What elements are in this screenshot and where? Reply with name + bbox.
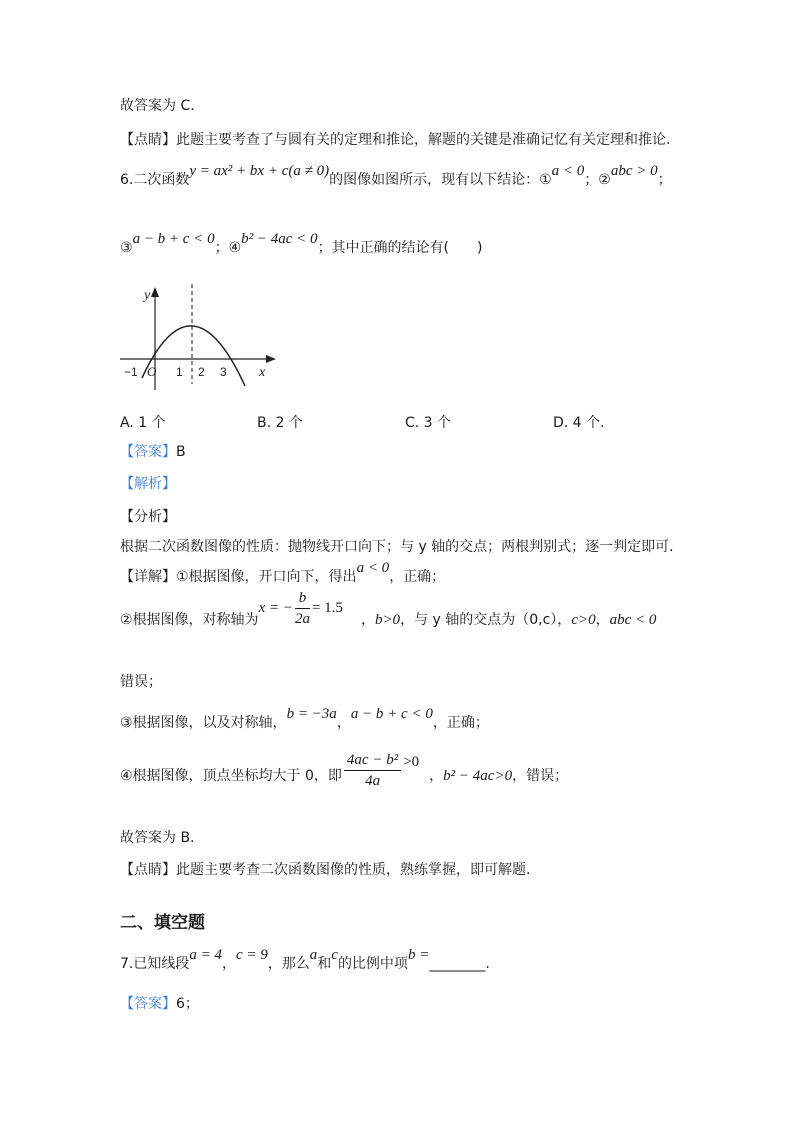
conclusion: 故答案为 B.: [120, 830, 195, 846]
answer-tag: 【答案】: [120, 444, 176, 460]
detail-3-math-2: a − b + c < 0: [350, 706, 433, 722]
detail-4-gt: >0: [403, 754, 420, 770]
q6-function: y = ax² + bx + c(a ≠ 0): [189, 163, 330, 179]
detail-3-c: ，正确；: [432, 715, 489, 731]
detail-3-a: ③根据图像，以及对称轴，: [120, 715, 287, 731]
q7-s4: 的比例中项: [337, 956, 408, 972]
detail-line-4: [120, 751, 569, 798]
detail-2-x: x = −: [258, 600, 293, 616]
x-axis-label: x: [259, 365, 266, 380]
q7-s1: ，: [221, 956, 236, 972]
q7-math-2: c = 9: [235, 947, 268, 963]
q7-s2: ，那么: [267, 956, 310, 972]
q6-prefix: 6.二次函数: [120, 172, 190, 188]
previous-answer: 故答案为 C.: [120, 98, 195, 114]
q7-s3: 和: [317, 956, 332, 972]
q7-blank: ________.: [429, 956, 490, 972]
parabola-curve: [142, 326, 245, 386]
section-title: 二、填空题: [120, 913, 205, 933]
q7-math-5: b =: [407, 947, 430, 963]
option-d: D. 4 个.: [553, 415, 605, 431]
detail-2-eq: = 1.5: [311, 600, 343, 616]
q6-mid: 的图像如图所示，现有以下结论：①: [329, 172, 552, 188]
q6-conclusion-1: a < 0: [551, 163, 585, 179]
detail-4-fraction: [344, 750, 401, 791]
q6-sep-3: ；④: [214, 240, 242, 256]
detail-4-math: b² − 4ac>0: [443, 768, 513, 784]
q6-sep-1: ；②: [584, 172, 611, 188]
tick-label: 1: [176, 365, 183, 379]
q7-math-4: c: [331, 947, 338, 963]
detail-1-a: ①根据图像，开口向下，得出: [176, 569, 357, 585]
q7-prefix: 7.已知线段: [120, 956, 190, 972]
fraction-numerator: 4ac − b²: [344, 750, 401, 771]
fenxi-tag: 【分析】: [120, 509, 176, 525]
detail-1-b: ，正确；: [389, 569, 446, 585]
detail-2-d: ，: [595, 612, 610, 628]
detail-line-1: [120, 560, 446, 587]
answer-line: [120, 442, 186, 462]
q7-math-1: a = 4: [189, 947, 222, 963]
parabola-graph: [118, 282, 283, 394]
q6-conclusion-2: abc > 0: [610, 163, 658, 179]
detail-2-b: ，: [360, 612, 375, 628]
detail-2-math-3: abc < 0: [609, 612, 657, 628]
answer-7-value: 6；: [176, 996, 199, 1012]
detail-4-c: ，错误；: [512, 768, 569, 784]
option-b: B. 2 个: [257, 415, 303, 431]
y-axis-arrow: [151, 287, 159, 297]
detail-2-e: 错误；: [120, 674, 162, 690]
option-c: C. 3 个: [405, 415, 452, 431]
detail-2-math-2: c>0: [571, 612, 596, 628]
tick-label: −1: [124, 365, 138, 379]
question-6-line-2: [120, 231, 483, 258]
q6-circ-3: ③: [120, 240, 133, 256]
detail-4-b: ，: [429, 768, 444, 784]
fraction-denominator: 2a: [294, 610, 310, 627]
question-7: [120, 947, 490, 974]
comment-2: 【点睛】此题主要考查二次函数图像的性质，熟练掌握，即可解题.: [120, 862, 531, 878]
answer-value: B: [176, 444, 186, 460]
fraction-denominator: 4a: [365, 772, 381, 789]
detail-1-math: a < 0: [356, 560, 390, 576]
tick-label: 3: [220, 365, 227, 379]
detail-2-c: ，与 y 轴的交点为（0,c），: [400, 612, 572, 628]
q6-sep-2: ；: [657, 172, 672, 188]
detail-4-a: ④根据图像，顶点坐标均大于 0，即: [120, 768, 342, 784]
fenxi-text: 根据二次函数图像的性质：抛物线开口向下；与 y 轴的交点；两根判别式；逐一判定即可.: [120, 539, 674, 555]
detail-tag: 【详解】: [120, 569, 176, 585]
detail-line-3: [120, 706, 489, 733]
origin-label: O: [147, 364, 157, 379]
question-6-line-1: [120, 163, 672, 190]
tick-label: 2: [198, 365, 205, 379]
detail-2-fraction: [295, 588, 310, 629]
previous-comment: 【点睛】此题主要考查了与圆有关的定理和推论，解题的关键是准确记忆有关定理和推论.: [120, 132, 671, 148]
answer-7-line: [120, 994, 199, 1014]
fraction-numerator: b: [295, 588, 310, 609]
x-axis-arrow: [266, 355, 276, 363]
analysis-tag: 【解析】: [120, 476, 176, 492]
detail-line-2: [120, 589, 657, 642]
detail-3-math-1: b = −3a: [286, 706, 337, 722]
y-axis-label: y: [144, 288, 151, 303]
option-a: A. 1 个: [120, 415, 166, 431]
detail-3-b: ，: [336, 715, 351, 731]
detail-2-math-1: b>0: [374, 612, 401, 628]
q6-tail: ；其中正确的结论有( ): [317, 240, 483, 256]
q6-conclusion-3: a − b + c < 0: [132, 231, 215, 247]
q7-math-3: a: [309, 947, 318, 963]
q6-conclusion-4: b² − 4ac < 0: [241, 231, 318, 247]
detail-2-a: ②根据图像，对称轴为: [120, 612, 259, 628]
answer-7-tag: 【答案】: [120, 996, 176, 1012]
